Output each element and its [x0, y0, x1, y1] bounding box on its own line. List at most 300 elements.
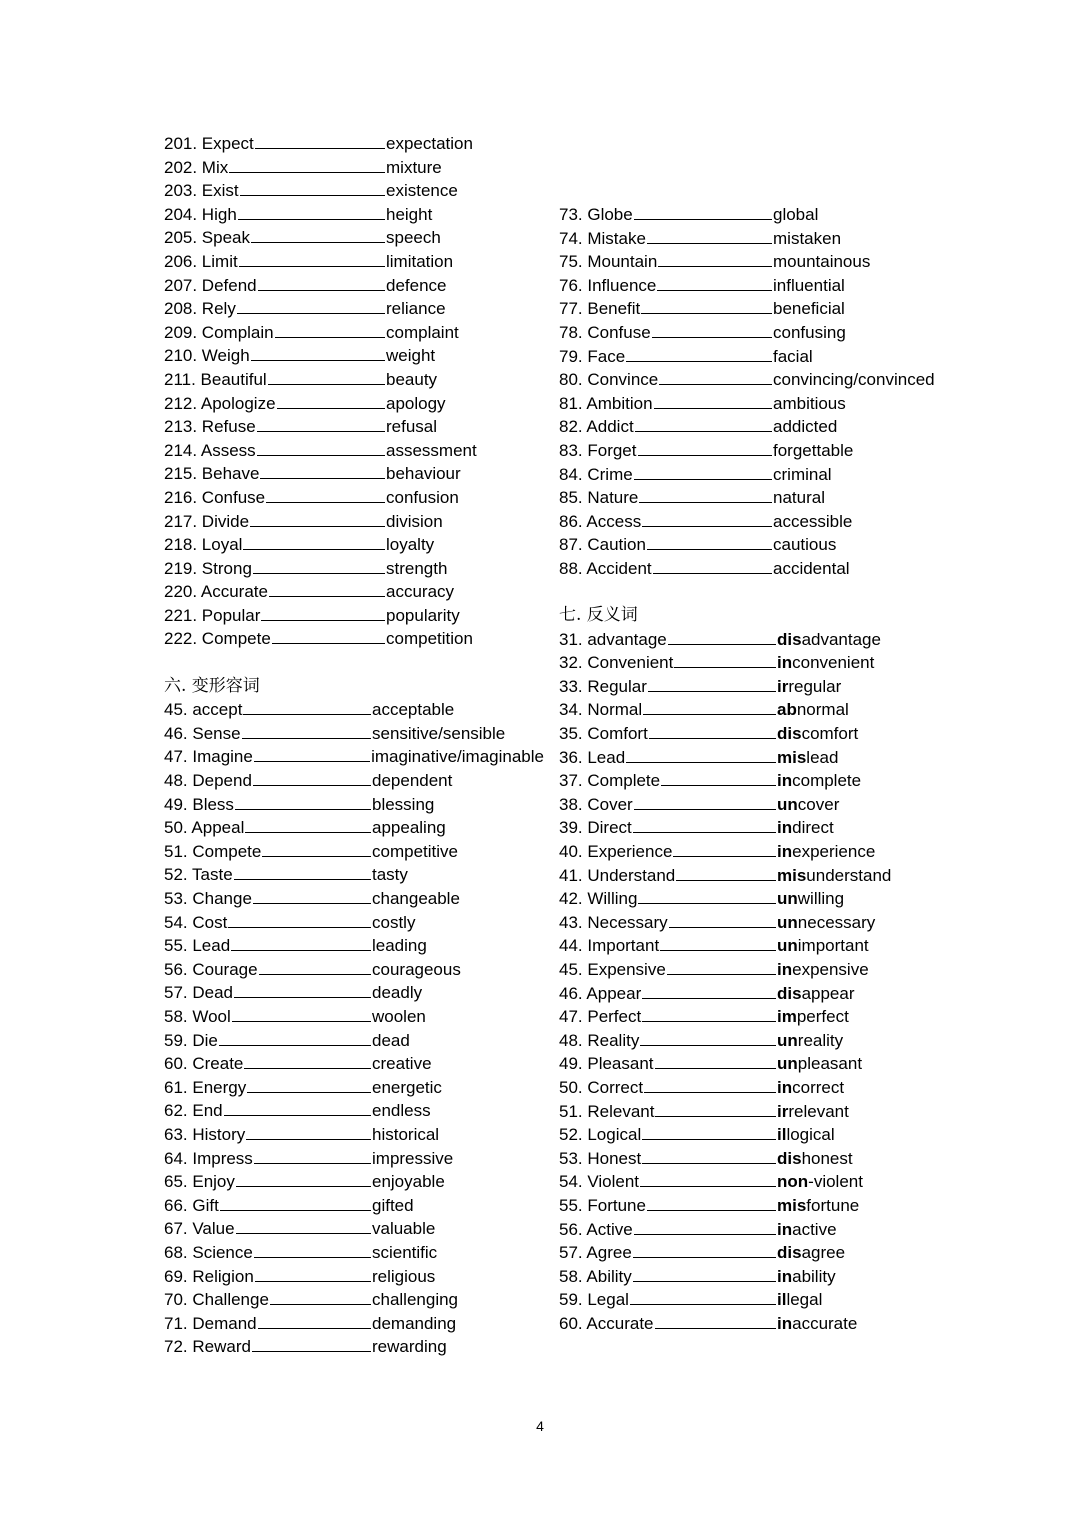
answer-blank[interactable]	[661, 770, 776, 786]
answer-blank[interactable]	[236, 1218, 371, 1234]
item-answer	[777, 628, 881, 652]
item-prompt: 32. Convenient	[559, 653, 674, 673]
item-answer	[777, 1123, 835, 1147]
item-answer: mixture	[386, 157, 442, 177]
answer-blank[interactable]	[641, 298, 772, 314]
item-answer: confusing	[773, 322, 846, 342]
item-prompt: 203. Exist	[164, 181, 239, 201]
answer-blank[interactable]	[660, 935, 776, 951]
item-answer: weight	[386, 346, 436, 366]
answer-blank[interactable]	[254, 1148, 371, 1164]
answer-blank[interactable]	[626, 346, 772, 362]
answer-stem: experience	[792, 842, 876, 862]
answer-blank[interactable]	[277, 393, 385, 409]
answer-prefix: dis	[777, 629, 802, 649]
answer-blank[interactable]	[643, 699, 776, 715]
item-answer	[777, 816, 834, 840]
item-answer: height	[386, 204, 433, 224]
item-prompt: 218. Loyal	[164, 535, 243, 555]
word-form-item	[164, 462, 544, 486]
item-prompt: 60. Accurate	[559, 1313, 654, 1333]
answer-blank[interactable]	[634, 794, 776, 810]
answer-stem: regular	[788, 676, 842, 696]
answer-blank[interactable]	[253, 770, 371, 786]
item-prompt: 210. Weigh	[164, 346, 250, 366]
answer-blank[interactable]	[642, 511, 772, 527]
word-form-item	[164, 533, 544, 557]
item-answer: woolen	[372, 1006, 426, 1026]
item-answer: limitation	[386, 251, 454, 271]
answer-blank[interactable]	[667, 959, 776, 975]
item-prompt: 85. Nature	[559, 488, 639, 508]
answer-blank[interactable]	[633, 1242, 776, 1258]
answer-blank[interactable]	[638, 888, 776, 904]
item-answer: acceptable	[372, 700, 455, 720]
adjective-forms-list	[164, 698, 544, 1359]
answer-blank[interactable]	[255, 133, 385, 149]
item-answer: confusion	[386, 487, 459, 507]
word-form-item	[164, 156, 544, 180]
item-answer	[777, 1194, 859, 1218]
word-form-item	[559, 486, 959, 510]
answer-blank[interactable]	[229, 157, 385, 173]
item-prompt: 72. Reward	[164, 1337, 251, 1357]
answer-blank[interactable]	[635, 416, 772, 432]
answer-blank[interactable]	[253, 558, 385, 574]
item-prompt: 46. Appear	[559, 983, 642, 1003]
item-prompt: 88. Accident	[559, 558, 652, 578]
item-prompt: 65. Enjoy	[164, 1172, 235, 1192]
answer-blank[interactable]	[219, 1030, 371, 1046]
answer-stem: correct	[792, 1077, 845, 1097]
antonym-item	[559, 1288, 959, 1312]
item-prompt: 49. Pleasant	[559, 1054, 654, 1074]
answer-blank[interactable]	[668, 629, 776, 645]
item-answer	[777, 769, 861, 793]
answer-blank[interactable]	[633, 817, 776, 833]
answer-blank[interactable]	[251, 345, 385, 361]
item-answer: blessing	[372, 794, 435, 814]
answer-blank[interactable]	[236, 1171, 371, 1187]
answer-blank[interactable]	[634, 204, 772, 220]
answer-prefix: un	[777, 1054, 798, 1074]
word-form-item	[164, 1123, 544, 1147]
answer-prefix: im	[777, 1007, 797, 1027]
item-prompt: 41. Understand	[559, 865, 676, 885]
item-prompt: 57. Agree	[559, 1243, 632, 1263]
answer-blank[interactable]	[642, 983, 776, 999]
answer-stem: perfect	[796, 1007, 849, 1027]
answer-prefix: ir	[777, 1101, 789, 1121]
answer-stem: fortune	[806, 1195, 860, 1215]
answer-blank[interactable]	[647, 534, 772, 550]
answer-blank[interactable]	[266, 487, 385, 503]
answer-blank[interactable]	[270, 1289, 371, 1305]
item-answer: courageous	[372, 959, 461, 979]
word-form-item	[164, 1170, 544, 1194]
item-prompt: 207. Defend	[164, 275, 257, 295]
answer-blank[interactable]	[235, 794, 371, 810]
word-form-item	[164, 1335, 544, 1359]
word-form-item	[164, 1052, 544, 1076]
answer-prefix: in	[777, 960, 793, 979]
answer-blank[interactable]	[245, 817, 371, 833]
answer-blank[interactable]	[272, 628, 385, 644]
word-form-item	[164, 321, 544, 345]
answer-blank[interactable]	[242, 723, 371, 739]
answer-blank[interactable]	[260, 463, 385, 479]
item-prompt: 216. Confuse	[164, 487, 266, 507]
item-answer	[777, 840, 875, 864]
answer-blank[interactable]	[234, 864, 371, 880]
antonym-item	[559, 1265, 959, 1289]
antonym-item	[559, 1029, 959, 1053]
answer-blank[interactable]	[647, 228, 772, 244]
item-prompt: 39. Direct	[559, 818, 632, 838]
answer-stem: comfort	[801, 724, 859, 744]
antonym-item	[559, 1100, 959, 1124]
answer-blank[interactable]	[231, 935, 371, 951]
answer-blank[interactable]	[261, 605, 385, 621]
answer-prefix: in	[777, 842, 793, 862]
answer-stem: willing	[797, 889, 845, 909]
item-answer	[777, 911, 875, 935]
item-prompt: 45. accept	[164, 700, 243, 720]
item-prompt: 54. Cost	[164, 912, 228, 932]
item-prompt: 204. High	[164, 204, 237, 224]
item-prompt: 74. Mistake	[559, 228, 646, 248]
item-answer: mountainous	[773, 252, 871, 272]
item-answer: influential	[773, 275, 845, 295]
item-answer: defence	[386, 275, 447, 295]
item-answer: appealing	[372, 818, 446, 838]
word-form-item	[559, 274, 959, 298]
word-form-item	[164, 981, 544, 1005]
answer-blank[interactable]	[228, 912, 371, 928]
answer-blank[interactable]	[644, 1077, 776, 1093]
answer-blank[interactable]	[253, 888, 371, 904]
answer-stem: lead	[806, 747, 839, 767]
item-prompt: 36. Lead	[559, 747, 626, 767]
item-prompt: 220. Accurate	[164, 582, 268, 602]
item-prompt: 58. Wool	[164, 1006, 231, 1026]
answer-stem: convenient	[792, 653, 875, 673]
item-prompt: 54. Violent	[559, 1172, 640, 1192]
answer-stem: important	[797, 936, 869, 956]
answer-blank[interactable]	[676, 865, 776, 881]
word-form-item	[164, 297, 544, 321]
answer-blank[interactable]	[240, 180, 385, 196]
word-form-item	[559, 510, 959, 534]
item-prompt: 43. Necessary	[559, 912, 668, 932]
answer-stem: honest	[801, 1148, 853, 1168]
answer-blank[interactable]	[649, 723, 776, 739]
item-prompt: 47. Perfect	[559, 1007, 642, 1027]
item-answer: beauty	[386, 369, 438, 389]
item-answer: leading	[372, 936, 427, 956]
left-column	[164, 132, 544, 1359]
section-heading-adjectives: 六. 变形容词	[164, 675, 260, 696]
item-prompt: 55. Lead	[164, 936, 231, 956]
antonym-item	[559, 934, 959, 958]
answer-blank[interactable]	[658, 251, 772, 267]
section-heading-antonyms: 七. 反义词	[559, 605, 638, 626]
answer-blank[interactable]	[634, 464, 772, 480]
answer-blank[interactable]	[262, 841, 371, 857]
answer-stem: necessary	[797, 912, 876, 932]
answer-blank[interactable]	[640, 1171, 776, 1187]
item-answer: impressive	[372, 1148, 454, 1168]
item-answer	[777, 698, 849, 722]
word-form-item	[164, 368, 544, 392]
noun-forms-list	[164, 132, 544, 651]
answer-blank[interactable]	[657, 275, 772, 291]
answer-blank[interactable]	[275, 322, 385, 338]
item-prompt: 56. Courage	[164, 959, 258, 979]
item-prompt: 217. Divide	[164, 511, 250, 531]
word-form-item	[559, 392, 959, 416]
item-answer: facial	[773, 346, 813, 366]
answer-blank[interactable]	[640, 1030, 776, 1046]
answer-blank[interactable]	[639, 487, 772, 503]
answer-prefix: dis	[777, 983, 802, 1003]
answer-blank[interactable]	[251, 227, 385, 243]
item-answer: competition	[386, 629, 473, 649]
item-answer: loyalty	[386, 535, 435, 555]
answer-blank[interactable]	[652, 322, 772, 338]
answer-blank[interactable]	[258, 275, 385, 291]
answer-blank[interactable]	[638, 440, 773, 456]
word-form-item	[164, 250, 544, 274]
item-answer	[777, 1241, 845, 1265]
answer-prefix: in	[777, 653, 793, 673]
item-answer: forgettable	[773, 440, 854, 460]
answer-blank[interactable]	[257, 416, 385, 432]
answer-blank[interactable]	[246, 1124, 371, 1140]
answer-blank[interactable]	[634, 1219, 776, 1235]
answer-blank[interactable]	[255, 1266, 371, 1282]
answer-blank[interactable]	[674, 652, 776, 668]
answer-blank[interactable]	[232, 1006, 371, 1022]
word-form-item	[164, 816, 544, 840]
item-prompt: 83. Forget	[559, 440, 637, 460]
item-answer: deadly	[372, 983, 423, 1003]
item-answer: cautious	[773, 535, 837, 555]
word-form-item	[164, 132, 544, 156]
word-form-item	[164, 745, 544, 769]
item-prompt: 59. Legal	[559, 1290, 629, 1310]
word-form-item	[164, 557, 544, 581]
antonym-item	[559, 675, 959, 699]
item-prompt: 31. advantage	[559, 629, 667, 649]
item-answer	[777, 958, 869, 982]
item-answer	[777, 1147, 853, 1171]
answer-stem: appear	[801, 983, 855, 1003]
item-answer: competitive	[372, 841, 458, 861]
answer-blank[interactable]	[250, 511, 385, 527]
answer-prefix: il	[777, 1290, 787, 1310]
antonym-item	[559, 722, 959, 746]
item-prompt: 209. Complain	[164, 322, 274, 342]
item-prompt: 222. Compete	[164, 629, 271, 649]
item-answer	[777, 1170, 863, 1194]
answer-stem: direct	[792, 818, 834, 838]
item-answer: changeable	[372, 889, 460, 908]
item-answer: assessment	[386, 440, 477, 460]
item-prompt: 77. Benefit	[559, 299, 641, 319]
answer-blank[interactable]	[626, 747, 776, 763]
item-prompt: 75. Mountain	[559, 252, 658, 272]
answer-blank[interactable]	[655, 1053, 776, 1069]
answer-blank[interactable]	[642, 1124, 776, 1140]
item-answer: refusal	[386, 417, 438, 437]
answer-blank[interactable]	[252, 1336, 371, 1352]
answer-prefix: ir	[777, 676, 789, 696]
answer-stem: expensive	[792, 960, 869, 979]
answer-blank[interactable]	[224, 1100, 371, 1116]
item-prompt: 42. Willing	[559, 889, 638, 909]
item-answer	[777, 1005, 849, 1029]
item-prompt: 206. Limit	[164, 251, 238, 271]
answer-stem: relevant	[788, 1101, 849, 1121]
answer-prefix: ab	[777, 700, 797, 720]
word-form-item	[164, 580, 544, 604]
item-answer: dead	[372, 1030, 410, 1050]
antonym-item	[559, 1005, 959, 1029]
item-prompt: 51. Relevant	[559, 1101, 655, 1121]
word-form-item	[164, 604, 544, 628]
item-prompt: 205. Speak	[164, 228, 251, 248]
item-answer	[777, 982, 855, 1006]
item-answer: energetic	[372, 1077, 442, 1097]
answer-prefix: in	[777, 1219, 793, 1239]
answer-blank[interactable]	[244, 1053, 371, 1069]
antonym-item	[559, 1312, 959, 1336]
answer-blank[interactable]	[268, 369, 385, 385]
antonym-item	[559, 628, 959, 652]
answer-blank[interactable]	[642, 1148, 776, 1164]
antonym-item	[559, 1194, 959, 1218]
item-prompt: 58. Ability	[559, 1266, 632, 1286]
item-prompt: 37. Complete	[559, 771, 661, 791]
item-answer: gifted	[372, 1195, 414, 1215]
answer-blank[interactable]	[259, 959, 371, 975]
answer-prefix: un	[777, 1030, 798, 1050]
answer-prefix: un	[777, 912, 798, 932]
item-answer	[777, 722, 858, 746]
answer-blank[interactable]	[642, 1006, 776, 1022]
answer-blank[interactable]	[234, 982, 371, 998]
answer-prefix: un	[777, 889, 798, 909]
item-prompt: 221. Popular	[164, 605, 261, 625]
antonym-item	[559, 769, 959, 793]
answer-blank[interactable]	[659, 369, 772, 385]
antonym-item	[559, 1076, 959, 1100]
item-prompt: 34. Normal	[559, 700, 643, 720]
antonym-item	[559, 958, 959, 982]
answer-blank[interactable]	[243, 699, 371, 715]
word-form-item	[559, 463, 959, 487]
item-prompt: 82. Addict	[559, 417, 634, 437]
word-form-item	[164, 793, 544, 817]
item-answer	[777, 1029, 843, 1053]
item-prompt: 53. Change	[164, 889, 252, 908]
item-prompt: 63. History	[164, 1124, 246, 1144]
word-form-item	[559, 345, 959, 369]
answer-blank[interactable]	[630, 1289, 776, 1305]
word-form-item	[164, 439, 544, 463]
answer-blank[interactable]	[655, 1101, 776, 1117]
item-prompt: 48. Depend	[164, 771, 252, 791]
item-answer: division	[386, 511, 443, 531]
answer-blank[interactable]	[673, 841, 776, 857]
item-prompt: 35. Comfort	[559, 724, 648, 744]
answer-blank[interactable]	[238, 204, 385, 220]
item-answer: existence	[386, 181, 458, 201]
answer-stem: legal	[786, 1290, 823, 1310]
word-form-item	[559, 439, 959, 463]
answer-blank[interactable]	[648, 676, 776, 692]
answer-blank[interactable]	[653, 558, 772, 574]
antonym-item	[559, 1147, 959, 1171]
antonym-item	[559, 651, 959, 675]
item-prompt: 79. Face	[559, 346, 626, 366]
answer-blank[interactable]	[237, 298, 385, 314]
answer-blank[interactable]	[254, 1242, 371, 1258]
answer-blank[interactable]	[258, 1313, 371, 1329]
answer-prefix: mis	[777, 747, 807, 767]
item-answer	[777, 675, 841, 699]
answer-prefix: un	[777, 794, 798, 814]
item-prompt: 86. Access	[559, 511, 642, 531]
word-form-item	[164, 1194, 544, 1218]
answer-prefix: in	[777, 771, 793, 791]
answer-blank[interactable]	[269, 581, 385, 597]
answer-blank[interactable]	[239, 251, 385, 267]
answer-blank[interactable]	[247, 1077, 371, 1093]
answer-blank[interactable]	[243, 534, 385, 550]
item-prompt: 52. Taste	[164, 865, 233, 885]
word-form-item	[559, 203, 959, 227]
item-prompt: 50. Correct	[559, 1077, 644, 1097]
item-answer: popularity	[386, 605, 460, 625]
item-prompt: 50. Appeal	[164, 818, 245, 838]
antonym-item	[559, 1170, 959, 1194]
item-prompt: 62. End	[164, 1101, 223, 1121]
word-form-item	[164, 486, 544, 510]
word-form-item	[559, 368, 959, 392]
answer-blank[interactable]	[257, 440, 385, 456]
answer-stem: -violent	[808, 1172, 863, 1192]
answer-blank[interactable]	[633, 1266, 776, 1282]
item-prompt: 202. Mix	[164, 157, 229, 177]
answer-blank[interactable]	[669, 912, 776, 928]
item-answer: global	[773, 205, 819, 224]
answer-blank[interactable]	[647, 1195, 776, 1211]
answer-blank[interactable]	[655, 1313, 776, 1329]
item-answer	[777, 651, 874, 675]
item-prompt: 64. Impress	[164, 1148, 253, 1168]
item-answer: beneficial	[773, 299, 845, 319]
antonym-list	[559, 628, 959, 1336]
word-form-item	[164, 1288, 544, 1312]
word-form-item	[164, 1147, 544, 1171]
word-form-item	[559, 557, 959, 581]
word-form-item	[164, 415, 544, 439]
answer-blank[interactable]	[220, 1195, 371, 1211]
answer-blank[interactable]	[654, 393, 772, 409]
answer-blank[interactable]	[254, 746, 370, 762]
